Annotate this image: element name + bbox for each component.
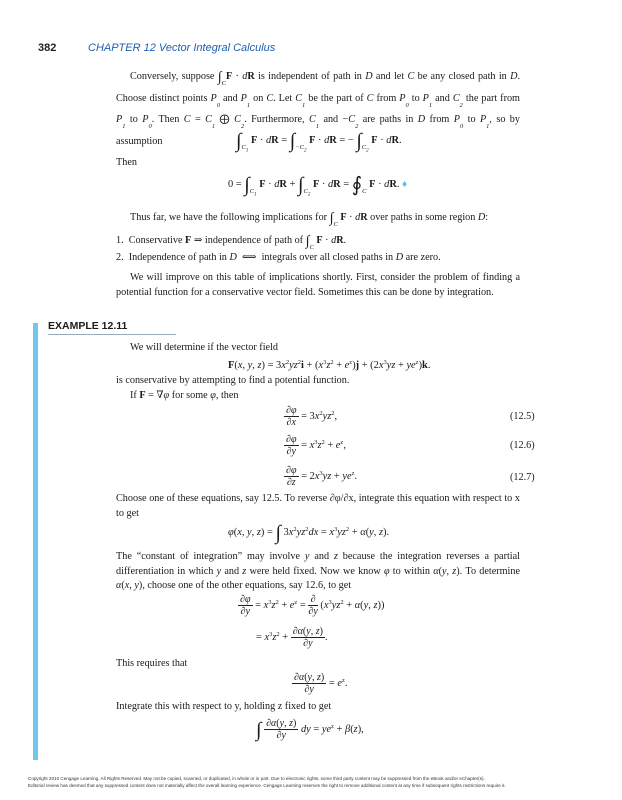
paragraph-constant-integration: The “constant of integration” may involve y and z because the integration reverses a partial differentiation in which y and z were held fixed. Now we know φ to within α(y, z). To determine α(x, y), choose one of the other equations, say 12.6, to get [116,551,520,592]
equation-number-12-6: (12.6) [510,440,535,451]
footer-copyright: Copyright 2010 Cengage Learning. All Rights Reserved. May not be copied, scanned, or duplicated, in whole or in part. Due to electronic rights, some third party content may be suppressed from the eBook and/or eChapter(s). [28,776,485,781]
text-requires: This requires that [116,658,188,669]
example-sidebar-bar [33,323,38,760]
example-title-underline [48,334,176,335]
equation-closed-path-zero: $0 = \int_{C_1}$ F · dR + $\int_{C_2}$ F · dR = $∮_C$ F · dR. ♦ [228,174,408,198]
equation-12-5: $\frac{\partial\varphi}{\partial x}$ = $3x^2yz^2$, [286,405,338,428]
footer-editorial: Editorial review has deemed that any suppressed content does not materially affect the overall learning experience. Cengage Learning reserves the right to remove additional content at any time if subsequent rights restrictions require it. [28,783,506,788]
text-conservative-attempt: is conservative by attempting to find a potential function. [116,375,350,386]
text-if-f-grad: If F = ∇φ for some φ, then [130,390,239,401]
chapter-title: CHAPTER 12 Vector Integral Calculus [88,42,276,54]
equation-alpha-partial: $\frac{\partial\alpha(y, z)}{\partial y}$ = $e^z$. [294,672,348,695]
list-item-1: 1. Conservative F ⇒ independence of path of $\int_C$ F · dR. [116,234,347,251]
text-thus-far: Thus far, we have the following implications for $\int_C$ F · dR over paths in some region D: [130,211,489,228]
equation-number-12-5: (12.5) [510,411,535,422]
equation-12-6: $\frac{\partial\varphi}{\partial y}$ = $x^3z^2 + e^z$, [286,434,346,457]
equation-vector-field: F(x, y, $z) = 3x^2yz^2i + (x^3z^2 + e^z)j + (2x^3yz + ye^z)k$. [228,359,431,371]
example-title: EXAMPLE 12.11 [48,320,128,332]
page-number: 382 [38,42,57,54]
end-of-proof-diamond-icon: ♦ [402,179,408,190]
equation-12-7: $\frac{\partial\varphi}{\partial z}$ = $2x^3yz + ye^z$. [286,465,358,488]
text-integrate-this: Integrate this with respect to y, holding z fixed to get [116,701,332,712]
equation-partial-phi-y-2: = $x^3z^2$ + $\frac{\partial\alpha(y, z)}{\partial y}$ . [256,626,328,649]
paragraph-choose-one: Choose one of these equations, say 12.5. To reverse ∂φ/∂x, integrate this equation with respect to x to get [116,493,520,519]
text-then: Then [116,157,137,168]
equation-path-equality: $\int_{C_1}$ F · dR = $\int_{-C_2}$ F · dR = − $\int_{C_2}$ F · dR. [236,130,402,154]
equation-number-12-7: (12.7) [510,472,535,483]
equation-partial-phi-y: $\frac{\partial\varphi}{\partial y}$ = $x^3z^2 + e^z$ = $\frac{\partial}{\partial y}$ ($x^3yz^2 + \alpha(y$, z)) [240,594,385,617]
paragraph-conversely: Conversely, suppose $\int_CF$ · dR is independent of path in D and let C be any closed path in D. Choose distinct points $P_0$ and $P_1$ on C. Let $C_1$ be the part of C from $P_0$ to $P_1$ and $C_2$ the part from $P_1$ to $P_0$. Then $C = C_1$ ⨁ $C_2$. Furthermore, $C_1$ and $-C_2$ are paths in D from $P_0$ to $P_1$, so by assumption [116,70,520,147]
list-item-2: 2. Independence of path in D ⟺ integrals over all closed paths in D are zero. [116,252,441,263]
text-determine: We will determine if the vector field [130,342,278,353]
paragraph-improve: We will improve on this table of implications shortly. First, consider the problem of finding a potential function for a conservative vector field. Sometimes this can be done by integration. [116,272,520,298]
equation-alpha-integral: ∫ $\frac{\partial\alpha(y, z)}{\partial y}$ dy = $ye^z + \beta(z)$, [256,718,364,741]
equation-phi-integral: φ(x, y, z) = ∫ $3x^2yz^2dx = x^3yz^2 + \alpha(y$, z). [228,522,390,544]
